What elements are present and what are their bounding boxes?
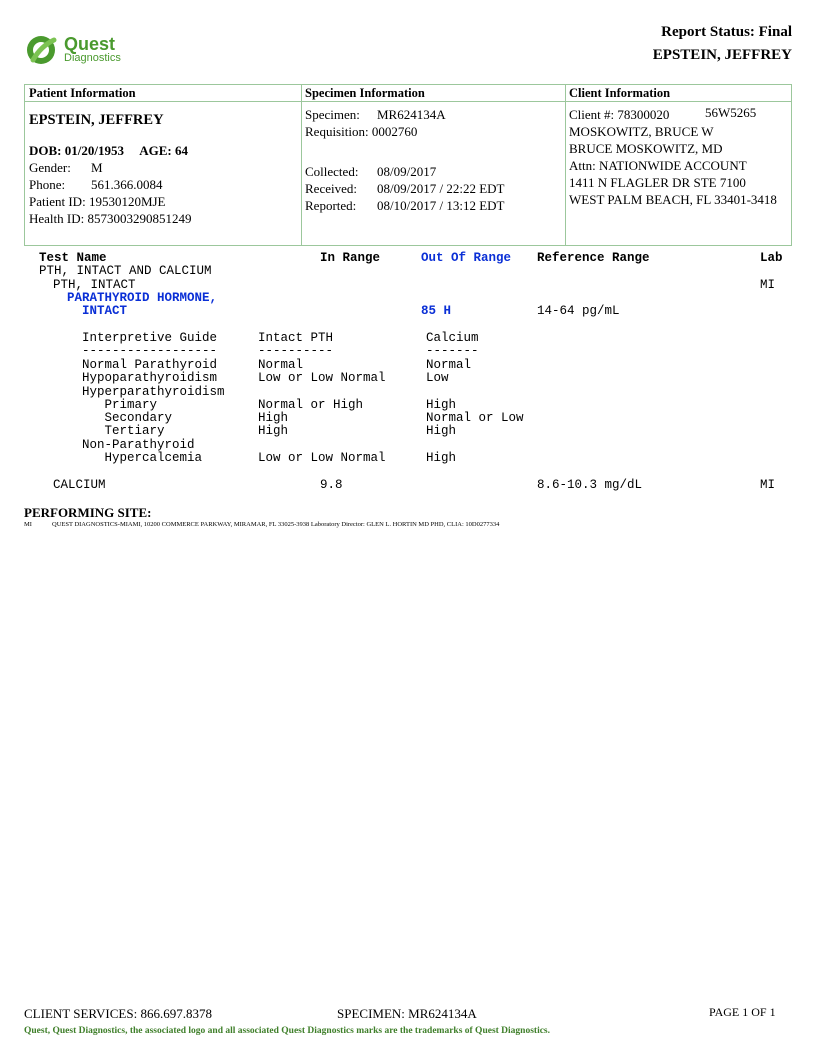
client-info-heading: Client Information (565, 85, 791, 102)
specimen-value: MR624134A (377, 107, 446, 122)
patient-name: EPSTEIN, JEFFREY (29, 112, 164, 128)
guide-row-pth: High (258, 424, 289, 438)
col-out-of-range: Out Of Range (421, 251, 512, 265)
received-line: Received: 08/09/2017 / 22:22 EDT (305, 181, 505, 196)
footer-specimen: SPECIMEN: MR624134A (337, 1006, 477, 1021)
reported-line: Reported: 08/10/2017 / 13:12 EDT (305, 198, 505, 213)
reported-value: 08/10/2017 / 13:12 EDT (377, 198, 505, 213)
patient-id-value: 19530120MJE (88, 194, 166, 209)
client-line-5: WEST PALM BEACH, FL 33401-3418 (569, 192, 777, 207)
logo-word-diagnostics: Diagnostics (64, 52, 121, 64)
analyte-name-line-2: INTACT (82, 304, 128, 318)
guide-row-calcium: High (426, 451, 457, 465)
analyte-reference-range: 14-64 pg/mL (537, 304, 620, 318)
received-value: 08/09/2017 / 22:22 EDT (377, 181, 505, 196)
guide-rule-3: ------- (426, 344, 479, 358)
calcium-lab: MI (760, 478, 776, 492)
guide-row-condition: Normal Parathyroid (82, 358, 218, 372)
guide-row-pth: Normal or High (258, 398, 364, 412)
collected-value: 08/09/2017 (377, 164, 437, 179)
calcium-reference-range: 8.6-10.3 mg/dL (537, 478, 643, 492)
client-number: Client #: 78300020 (569, 107, 670, 122)
logo-word-quest: Quest (64, 34, 116, 54)
requisition-line: Requisition: 0002760 (305, 124, 418, 139)
guide-row-pth: High (258, 411, 289, 425)
guide-header-1: Interpretive Guide (82, 331, 218, 345)
client-code: 56W5265 (705, 105, 757, 120)
gender-value: M (91, 160, 103, 175)
quest-logo (24, 32, 144, 68)
dob-line: DOB: 01/20/1953 AGE: 64 (29, 143, 188, 158)
info-box (24, 84, 792, 246)
sub-test-lab: MI (760, 278, 776, 292)
requisition-value: 0002760 (371, 124, 418, 139)
guide-row-condition: Hypercalcemia (82, 451, 203, 465)
health-id-line: Health ID: 8573003290851249 (29, 211, 192, 226)
col-reference-range: Reference Range (537, 251, 650, 265)
patient-info-heading: Patient Information (25, 85, 301, 102)
guide-row-pth: Low or Low Normal (258, 451, 386, 465)
client-line-4: 1411 N FLAGLER DR STE 7100 (569, 175, 746, 190)
client-line-3: Attn: NATIONWIDE ACCOUNT (569, 158, 747, 173)
dob-value: 01/20/1953 (64, 143, 124, 158)
client-line-1: MOSKOWITZ, BRUCE W (569, 124, 714, 139)
client-line-2: BRUCE MOSKOWITZ, MD (569, 141, 723, 156)
analyte-out-of-range-value: 85 H (421, 304, 452, 318)
guide-rule-1: ------------------ (82, 344, 218, 358)
guide-header-2: Intact PTH (258, 331, 334, 345)
gender-line: Gender: M (29, 160, 103, 175)
guide-header-3: Calcium (426, 331, 479, 345)
trademark-notice: Quest, Quest Diagnostics, the associated logo and all associated Quest Diagnostics marks are the trademarks of Quest Diagnostics. (24, 1026, 551, 1036)
health-id-value: 8573003290851249 (87, 211, 192, 226)
specimen-line: Specimen: MR624134A (305, 107, 446, 122)
guide-row-calcium: High (426, 398, 457, 412)
guide-row-pth: Normal (258, 358, 304, 372)
report-status: Report Status: Final (661, 24, 792, 40)
analyte-name-line-1: PARATHYROID HORMONE, (67, 291, 218, 305)
guide-row-condition: Hyperparathyroidism (82, 385, 225, 399)
guide-row-calcium: Normal or Low (426, 411, 524, 425)
collected-line: Collected: 08/09/2017 (305, 164, 437, 179)
col-test-name: Test Name (39, 251, 107, 265)
guide-rule-2: ---------- (258, 344, 334, 358)
calcium-in-range-value: 9.8 (320, 478, 343, 492)
patient-id-line: Patient ID: 19530120MJE (29, 194, 166, 209)
guide-row-condition: Non-Parathyroid (82, 438, 195, 452)
specimen-info-heading: Specimen Information (301, 85, 565, 102)
specimen-info-section (301, 85, 566, 245)
guide-row-pth: Low or Low Normal (258, 371, 386, 385)
guide-row-condition: Primary (82, 398, 158, 412)
guide-row-condition: Secondary (82, 411, 173, 425)
calcium-name: CALCIUM (53, 478, 106, 492)
patient-info-section (25, 85, 302, 245)
header-patient-name: EPSTEIN, JEFFREY (652, 47, 792, 63)
performing-site-text: QUEST DIAGNOSTICS-MIAMI, 10200 COMMERCE PARKWAY, MIRAMAR, FL 33025-3938 Laboratory Director: GLEN L. HORTIN MD PHD, CLIA: 10D0277334 (52, 521, 500, 528)
performing-site-code: MI (24, 521, 32, 528)
phone-line: Phone: 561.366.0084 (29, 177, 163, 192)
guide-row-calcium: High (426, 424, 457, 438)
sub-test-name: PTH, INTACT (53, 278, 136, 292)
performing-site-heading: PERFORMING SITE: (24, 505, 152, 520)
col-lab: Lab (760, 251, 783, 265)
age-value: 64 (174, 143, 188, 158)
guide-row-condition: Hypoparathyroidism (82, 371, 218, 385)
phone-value: 561.366.0084 (91, 177, 163, 192)
guide-row-calcium: Normal (426, 358, 472, 372)
page-number: PAGE 1 OF 1 (709, 1005, 776, 1019)
client-info-section (565, 85, 791, 245)
guide-row-calcium: Low (426, 371, 449, 385)
client-services: CLIENT SERVICES: 866.697.8378 (24, 1006, 212, 1021)
guide-row-condition: Tertiary (82, 424, 165, 438)
panel-name: PTH, INTACT AND CALCIUM (39, 264, 212, 278)
col-in-range: In Range (320, 251, 381, 265)
